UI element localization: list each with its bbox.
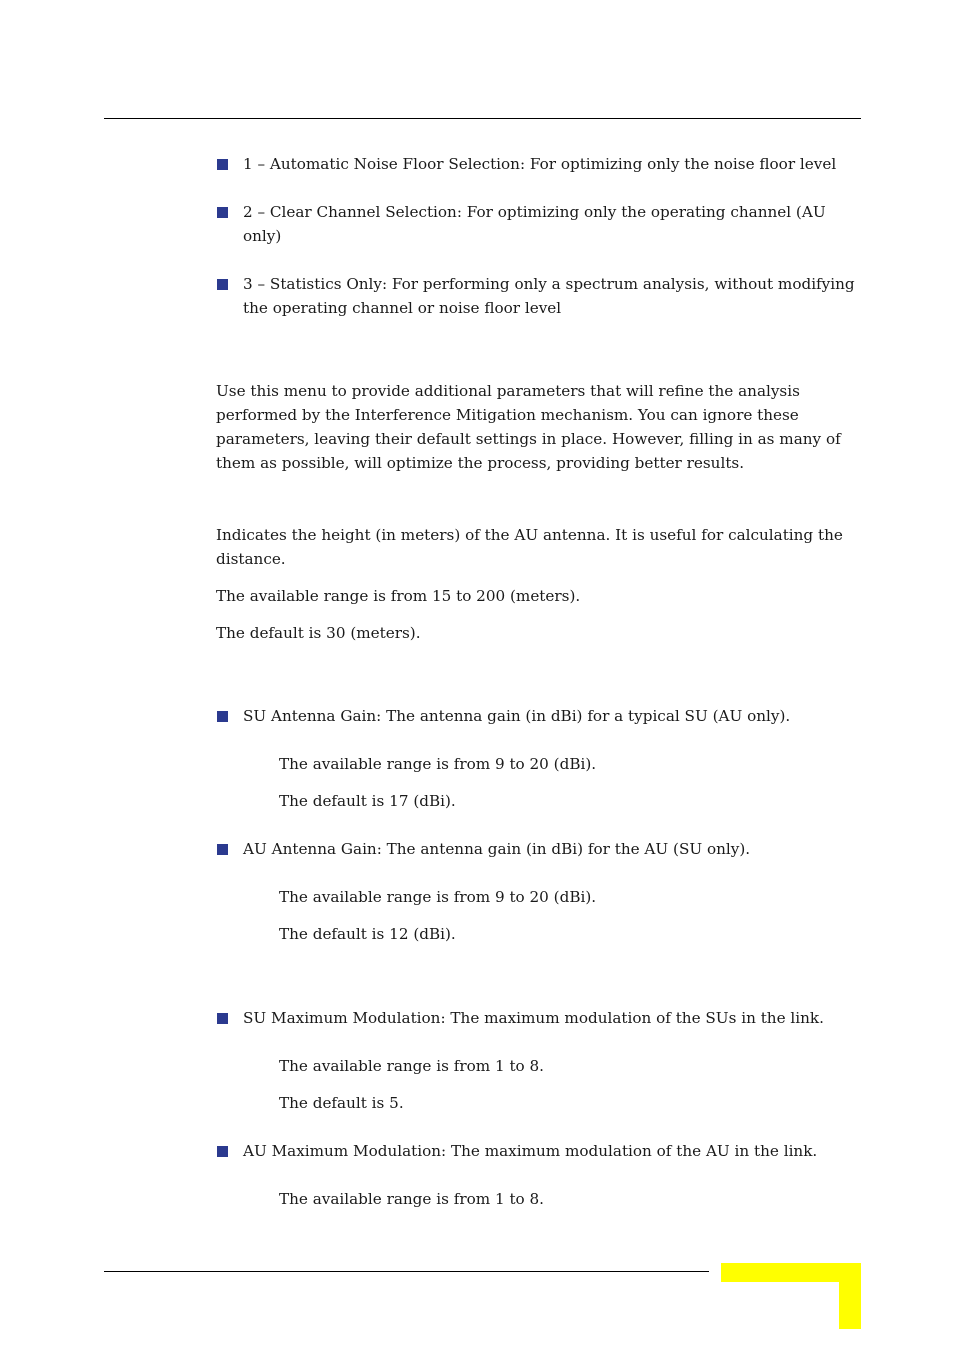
au-gain-range: The available range is from 9 to 20 (dBi). — [279, 888, 597, 906]
bullet-item — [217, 704, 857, 728]
au-height-range: The available range is from 15 to 200 (meters). — [216, 587, 581, 605]
bullet-square-icon — [217, 1013, 228, 1024]
page-tab-marker-edge — [839, 1263, 861, 1329]
bullet-text: 2 – Clear Channel Selection: For optimizing only the operating channel (AU only) — [243, 203, 826, 245]
bullet-item — [217, 152, 857, 176]
au-height-description: Indicates the height (in meters) of the AU antenna. It is useful for calculating the distance. — [216, 526, 843, 568]
bullet-square-icon — [217, 279, 228, 290]
bullet-text: 3 – Statistics Only: For performing only a spectrum analysis, without modifying the operating channel or noise floor level — [243, 275, 855, 317]
bullet-square-icon — [217, 159, 228, 170]
header-rule — [104, 118, 861, 119]
bullet-square-icon — [217, 1146, 228, 1157]
bullet-square-icon — [217, 844, 228, 855]
su-gain-range: The available range is from 9 to 20 (dBi). — [279, 755, 597, 773]
bullet-item — [217, 837, 857, 861]
bullet-text: SU Maximum Modulation: The maximum modulation of the SUs in the link. — [243, 1009, 824, 1027]
bullet-square-icon — [217, 711, 228, 722]
au-gain-default: The default is 12 (dBi). — [279, 925, 456, 943]
bullet-text: AU Maximum Modulation: The maximum modulation of the AU in the link. — [243, 1142, 818, 1160]
au-modulation-range: The available range is from 1 to 8. — [279, 1190, 545, 1208]
su-modulation-default: The default is 5. — [279, 1094, 404, 1112]
advanced-intro-paragraph: Use this menu to provide additional parameters that will refine the analysis performed by the Interference Mitigation mechanism. You can ignore these parameters, leaving their default settings in place. However, filling in as many of them as possible, will optimize the process, providing better results. — [216, 382, 841, 472]
bullet-square-icon — [217, 207, 228, 218]
bullet-item — [217, 200, 857, 248]
su-modulation-range: The available range is from 1 to 8. — [279, 1057, 545, 1075]
bullet-text: SU Antenna Gain: The antenna gain (in dBi) for a typical SU (AU only). — [243, 707, 791, 725]
su-gain-default: The default is 17 (dBi). — [279, 792, 456, 810]
bullet-item — [217, 1139, 857, 1163]
au-height-default: The default is 30 (meters). — [216, 624, 421, 642]
bullet-text: AU Antenna Gain: The antenna gain (in dBi) for the AU (SU only). — [243, 840, 751, 858]
bullet-text: 1 – Automatic Noise Floor Selection: For optimizing only the noise floor level — [243, 155, 837, 173]
bullet-item — [217, 272, 857, 320]
bullet-item — [217, 1006, 857, 1030]
footer-rule — [104, 1271, 709, 1272]
